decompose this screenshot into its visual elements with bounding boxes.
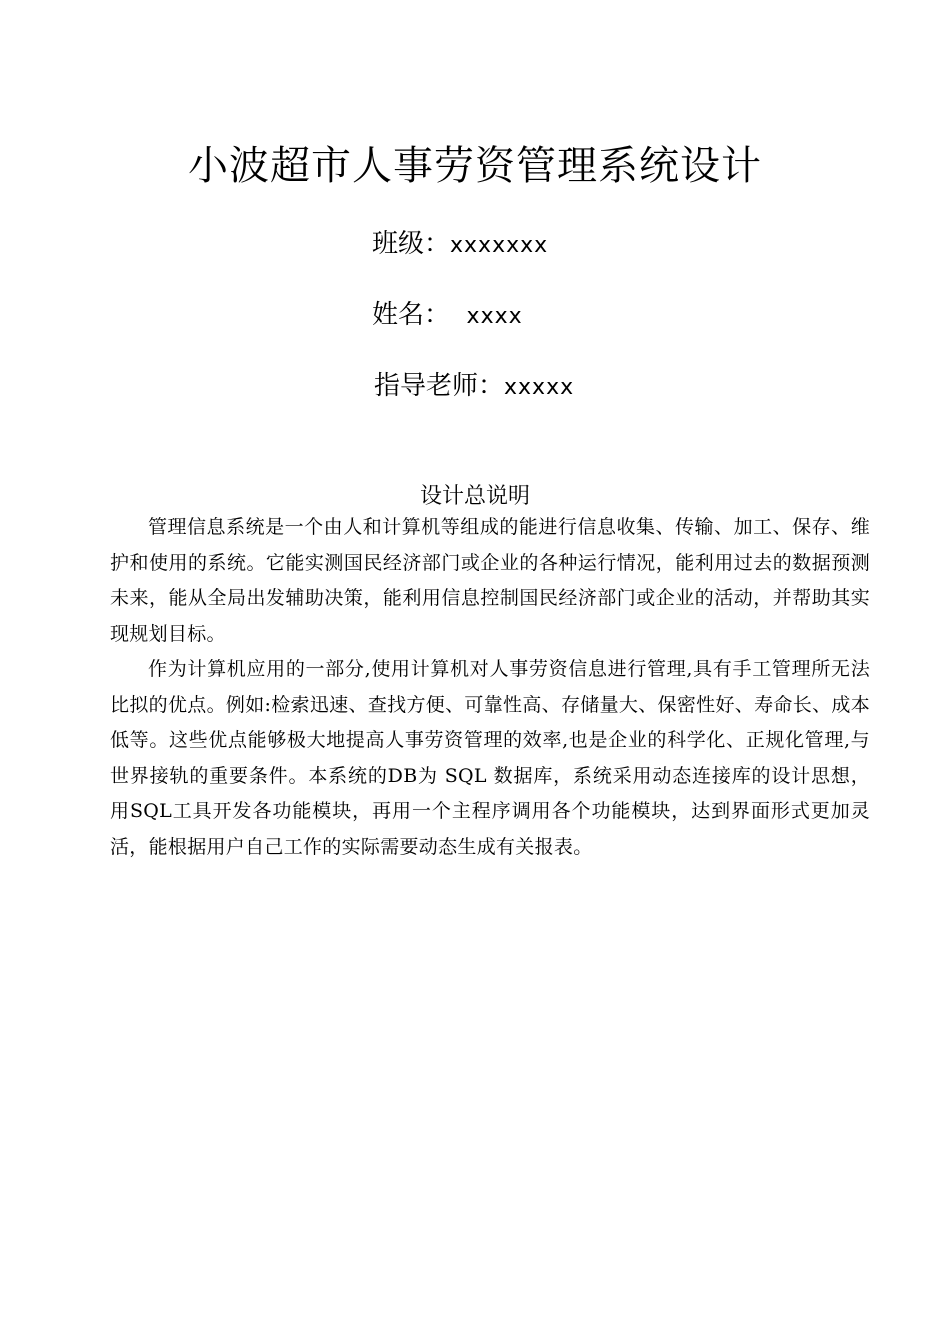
teacher-line — [374, 368, 574, 406]
body-text — [110, 510, 870, 865]
name-label: 姓名： — [372, 300, 451, 330]
section-heading: 设计总说明 — [419, 484, 530, 509]
name-value: xxxx — [466, 304, 523, 329]
teacher-label: 指导老师： — [374, 371, 505, 401]
document-title: 小波超市人事劳资管理系统设计 — [188, 143, 762, 189]
name-line — [372, 297, 523, 335]
class-label: 班级： — [372, 229, 451, 259]
paragraph: 管理信息系统是一个由人和计算机等组成的能进行信息收集、传输、加工、保存、维护和使用的系统。它能实测国民经济部门或企业的各种运行情况，能利用过去的数据预测未来，能从全局出发辅助决策，能利用信息控制国民经济部门或企业的活动，并帮助其实现规划目标。 — [110, 516, 870, 645]
paragraph: 作为计算机应用的一部分,使用计算机对人事劳资信息进行管理,具有手工管理所无法比拟的优点。例如:检索迅速、查找方便、可靠性高、存储量大、保密性好、寿命长、成本低等。这些优点能够极大地提高人事劳资管理的效率,也是企业的科学化、正规化管理,与世界接轨的重要条件。本系统的DB为 SQL 数据库，系统采用动态连接库的设计思想，用SQL工具开发各功能模块，再用一个主程序调用各个功能模块，达到界面形式更加灵活，能根据用户自己工作的实际需要动态生成有关报表。 — [110, 658, 870, 858]
class-value: xxxxxxx — [450, 233, 549, 258]
teacher-value: xxxxx — [504, 375, 575, 400]
class-line — [372, 226, 548, 264]
